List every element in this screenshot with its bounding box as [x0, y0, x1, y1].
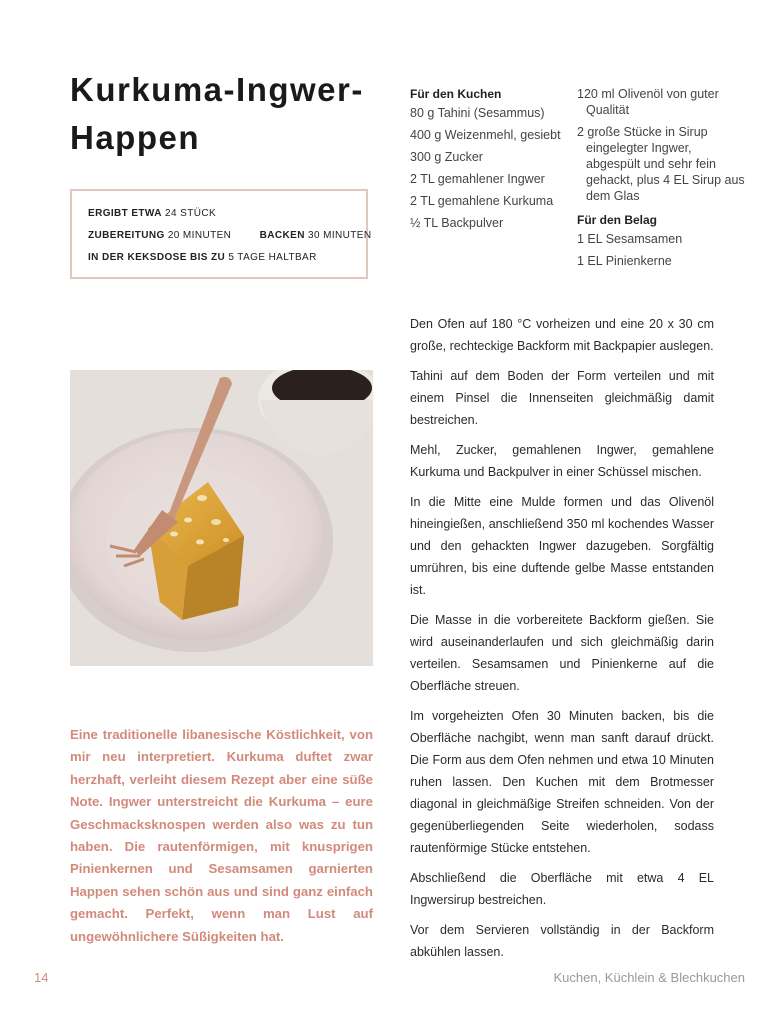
recipe-photo — [70, 370, 373, 666]
recipe-intro — [70, 724, 373, 948]
prep-label: ZUBEREITUNG — [88, 230, 165, 241]
storage-line — [88, 247, 352, 269]
ingredient-item: 2 TL gemahlener Ingwer — [410, 172, 545, 186]
yield-value: 24 STÜCK — [165, 208, 217, 219]
ingredient-item: 300 g Zucker — [410, 150, 483, 164]
intro-text: Eine traditionelle libanesische Köstlichkeit, von mir neu interpretiert. Kurkuma duftet zwar herzhaft, verleiht diesem Rezept aber eine süße Note. Ingwer unterstreicht die Kurkuma – eure Geschmacksknospen werden also was zu tun haben. Die rautenförmigen, mit knusprigen Pinienkernen und Sesamsamen garnierten Happen sehen schön aus und sind ganz einfach gemacht. Perfekt, wenn man Lust auf ungewöhnlichere Süßigkeiten hat. — [70, 727, 373, 944]
step-paragraph: Vor dem Servieren vollständig in der Backform abkühlen lassen. — [410, 923, 714, 959]
ingredient-item: 1 EL Pinienkerne — [577, 254, 672, 268]
chapter-footer: Kuchen, Küchlein & Blechkuchen — [553, 970, 745, 985]
topping-ingredients-heading: Für den Belag — [577, 213, 658, 227]
step-paragraph: Im vorgeheizten Ofen 30 Minuten backen, bis die Oberfläche nachgibt, wenn man sanft darauf drückt. Die Form aus dem Ofen nehmen und etwa 10 Minuten ruhen lassen. Den Kuchen mit dem Brotmesser diagonal in gleichmäßige Streifen schneiden. Von der gegenüberliegenden Seite wiederholen, sodass rautenförmige Stücke entstehen. — [410, 709, 714, 855]
time-line — [88, 225, 372, 247]
ingredient-item: 2 TL gemahlene Kurkuma — [410, 194, 554, 208]
step-paragraph: Mehl, Zucker, gemahlenen Ingwer, gemahlene Kurkuma und Backpulver in einer Schüssel mischen. — [410, 443, 714, 479]
bake-label: BACKEN — [259, 230, 305, 241]
storage-label: IN DER KEKSDOSE BIS ZU — [88, 252, 226, 263]
ingredient-item: ½ TL Backpulver — [410, 216, 504, 230]
bake-value: 30 MINUTEN — [308, 230, 372, 241]
recipe-steps — [410, 313, 714, 971]
recipe-title-line-1: Kurkuma-Ingwer- — [70, 71, 364, 108]
ingredients-column-2 — [577, 86, 747, 275]
cake-ingredients-heading: Für den Kuchen — [410, 87, 502, 101]
step-paragraph: Abschließend die Oberfläche mit etwa 4 EL Ingwersirup bestreichen. — [410, 871, 714, 907]
ingredient-item: 1 EL Sesamsamen — [577, 232, 683, 246]
step-paragraph: Die Masse in die vorbereitete Backform gießen. Sie wird auseinanderlaufen und sich gleichmäßig darin verteilen. Sesamsamen und Pinienkerne auf die Oberfläche streuen. — [410, 613, 714, 693]
ingredients-column-1 — [410, 86, 570, 237]
yield-label: ERGIBT ETWA — [88, 208, 162, 219]
step-paragraph: Den Ofen auf 180 °C vorheizen und eine 20 x 30 cm große, rechteckige Backform mit Backpapier auslegen. — [410, 317, 714, 353]
step-paragraph: Tahini auf dem Boden der Form verteilen und mit einem Pinsel die Innenseiten gleichmäßig damit bestreichen. — [410, 369, 714, 427]
yield-line — [88, 203, 352, 225]
ingredient-item: 120 ml Olivenöl von guter Qualität — [577, 87, 719, 117]
storage-value: 5 TAGE HALTBAR — [228, 252, 317, 263]
recipe-info-box — [70, 189, 372, 279]
ingredient-item: 2 große Stücke in Sirup eingelegter Ingwer, abgespült und sehr fein gehackt, plus 4 EL Sirup aus dem Glas — [577, 125, 745, 203]
step-paragraph: In die Mitte eine Mulde formen und das Olivenöl hineingießen, anschließend 350 ml kochendes Wasser und den gehackten Ingwer dazugeben. Sorgfältig umrühren, bis eine duftende gelbe Masse entstanden ist. — [410, 495, 714, 597]
page-number: 14 — [34, 970, 49, 985]
recipe-title — [70, 66, 390, 162]
ingredient-item: 400 g Weizenmehl, gesiebt — [410, 128, 561, 142]
prep-value: 20 MINUTEN — [167, 230, 232, 241]
cake-photo-illustration — [70, 370, 373, 666]
ingredient-item: 80 g Tahini (Sesammus) — [410, 106, 545, 120]
recipe-title-line-2: Happen — [70, 119, 201, 156]
